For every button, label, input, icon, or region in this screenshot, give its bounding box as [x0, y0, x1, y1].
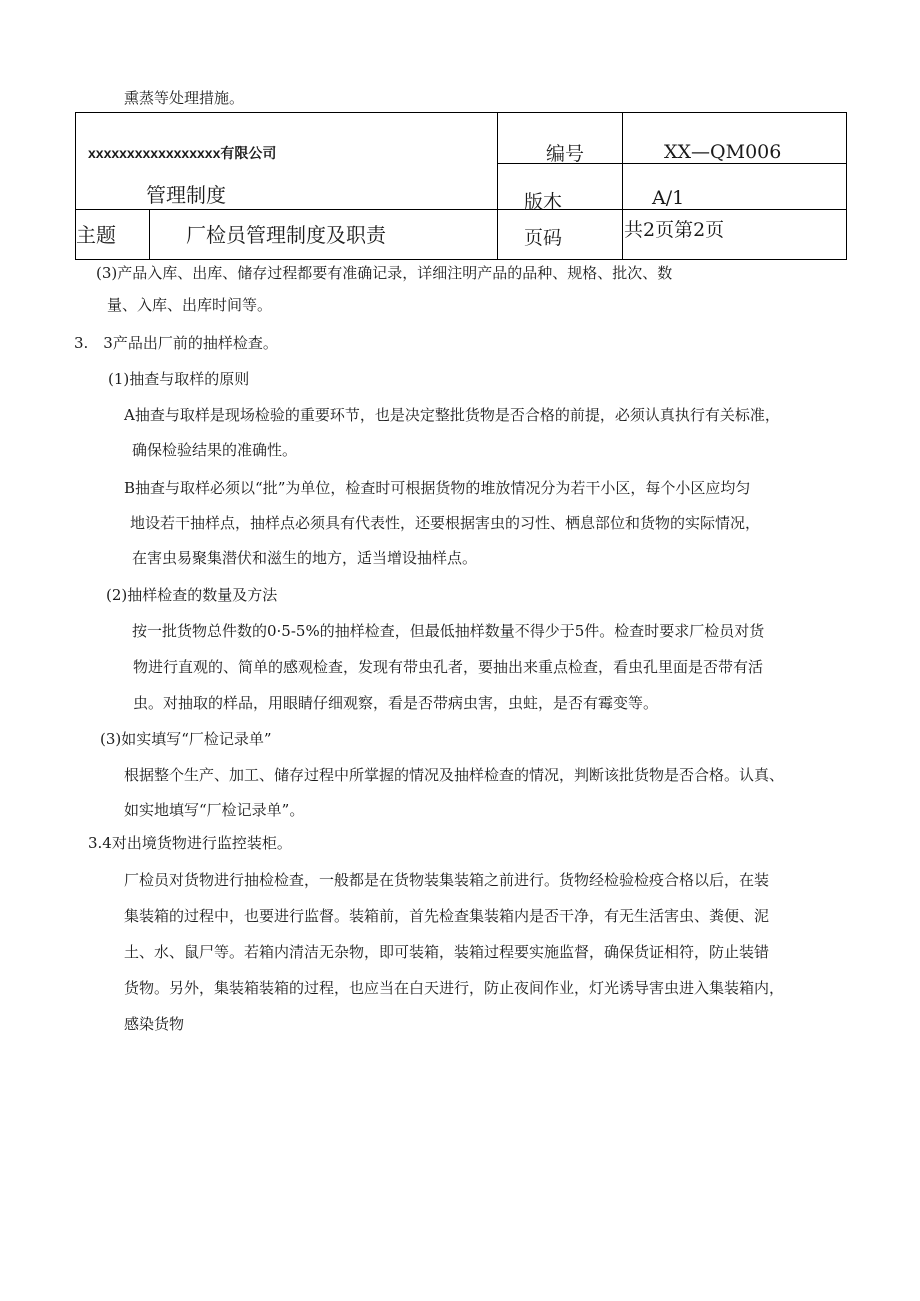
page-value: 共2页第2页: [624, 219, 725, 241]
number-value: XX—QM006: [664, 141, 782, 163]
table-divider-row2: [76, 209, 846, 210]
body-line: A抽查与取样是现场检验的重要环节，也是决定整批货物是否合格的前提，必须认真执行有关标准，: [124, 406, 780, 424]
body-line: 量、入库、出库时间等。: [107, 296, 273, 314]
document-header-table: [75, 112, 847, 260]
page-label: 页码: [524, 227, 563, 249]
subsection-heading: (2)抽样检查的数量及方法: [106, 586, 278, 604]
body-line: 货物。另外，集装箱装箱的过程，也应当在白天进行，防止夜间作业，灯光诱导害虫进入集装箱内，: [124, 979, 785, 997]
subject-label: 主题: [76, 223, 116, 247]
section-heading-3-3: 3. 3产品出厂前的抽样检查。: [74, 334, 278, 352]
table-divider-main: [497, 113, 498, 259]
body-line: 集装箱的过程中，也要进行监督。装箱前，首先检查集装箱内是否干净，有无生活害虫、粪便、泥: [124, 907, 770, 925]
subsection-heading: (1)抽查与取样的原则: [108, 370, 250, 388]
body-line: 确保检验结果的准确性。: [132, 441, 298, 459]
body-line: 地设若干抽样点，抽样点必须具有代表性，还要根据害虫的习性、栖息部位和货物的实际情况，: [130, 514, 761, 532]
version-value: A/1: [652, 187, 685, 209]
section-heading-3-4: 3.4对出境货物进行监控装柜。: [88, 834, 292, 852]
document-type: 管理制度: [146, 183, 226, 207]
body-line: 虫。对抽取的样品，用眼睛仔细观察，看是否带病虫害，虫蛀，是否有霉变等。: [133, 694, 659, 712]
body-line: 按一批货物总件数的0·5-5%的抽样检查，但最低抽样数量不得少于5件。检查时要求厂检员对货: [132, 622, 765, 640]
table-divider-right: [622, 113, 623, 259]
company-name: xxxxxxxxxxxxxxxxx有限公司: [88, 145, 277, 161]
number-label: 编号: [546, 143, 585, 165]
subject-value: 厂检员管理制度及职责: [186, 223, 386, 247]
table-divider-subject: [149, 209, 150, 259]
body-line: 土、水、鼠尸等。若箱内清洁无杂物，即可装箱，装箱过程要实施监督，确保货证相符，防止装错: [124, 943, 770, 961]
body-line: 厂检员对货物进行抽检检查，一般都是在货物装集装箱之前进行。货物经检验检疫合格以后，在装: [124, 871, 770, 889]
body-line: B抽查与取样必须以“批”为单位，检查时可根据货物的堆放情况分为若干小区，每个小区应均匀: [124, 479, 751, 497]
body-line: 物进行直观的、简单的感观检查，发现有带虫孔者，要抽出来重点检查，看虫孔里面是否带有活: [133, 658, 764, 676]
body-line: (3)产品入库、出库、储存过程都要有准确记录，详细注明产品的品种、规格、批次、数: [96, 264, 673, 282]
version-label: 版木: [524, 191, 563, 213]
body-line: 根据整个生产、加工、储存过程中所掌握的情况及抽样检查的情况，判断该批货物是否合格。认真、: [124, 766, 785, 784]
continued-paragraph-end: 熏蒸等处理措施。: [124, 89, 245, 107]
body-line: 感染货物: [124, 1015, 185, 1033]
subsection-heading: (3)如实填写“厂检记录单”: [100, 730, 272, 748]
body-line: 在害虫易聚集潜伏和滋生的地方，适当增设抽样点。: [132, 549, 478, 567]
body-line: 如实地填写“厂检记录单”。: [124, 801, 305, 819]
